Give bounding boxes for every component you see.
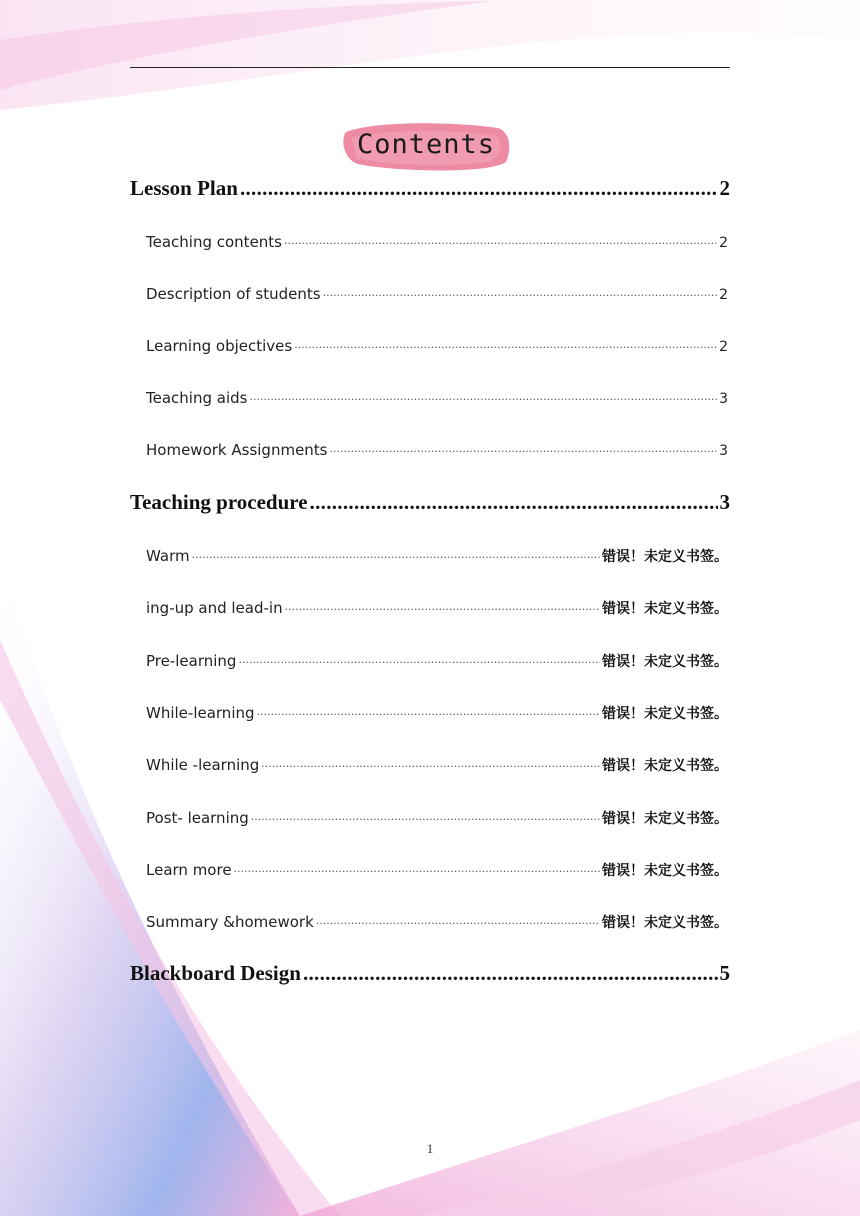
toc-page-number: 2 [719,176,730,200]
dot-leader [316,917,600,930]
dot-leader [285,603,600,616]
toc-entry[interactable] [146,546,728,566]
toc-page-reference: 错误！未定义书签。 [602,601,728,617]
dot-leader [330,445,718,458]
toc-page-reference: 错误！未定义书签。 [602,549,728,565]
toc-entry-label: Post- learning [146,809,249,827]
toc-entry-label: Description of students [146,285,321,303]
dot-leader [240,176,718,201]
header-rule [130,67,730,68]
toc-page-number: 2 [719,339,728,355]
toc-page-number: 3 [719,391,728,407]
dot-leader [238,656,600,669]
toc-entry-label: Homework Assignments [146,441,328,459]
toc-entry-label: Learning objectives [146,337,293,355]
toc-entry-label: While -learning [146,756,260,774]
dot-leader [249,393,717,406]
toc-page-reference: 错误！未定义书签。 [602,863,728,879]
dot-leader [257,708,600,721]
dot-leader [261,760,600,773]
toc-heading-blackboard-design[interactable] [130,961,730,986]
toc-page-number: 2 [719,287,728,303]
toc-entry[interactable] [146,285,728,303]
toc-page-number: 3 [719,490,730,514]
toc-entry-label: Summary &homework [146,913,314,931]
dot-leader [234,865,600,878]
toc-page-reference: 错误！未定义书签。 [602,811,728,827]
toc-entry[interactable] [146,808,728,828]
dot-leader [310,490,718,515]
toc-entry[interactable] [146,860,728,880]
toc-heading-label: Blackboard Design [130,961,301,985]
toc-page-reference: 错误！未定义书签。 [602,654,728,670]
dot-leader [294,341,717,354]
toc-page-number: 3 [719,443,728,459]
toc-heading-label: Lesson Plan [130,176,238,200]
dot-leader [251,813,600,826]
toc-entry[interactable] [146,651,728,671]
toc-entry[interactable] [146,337,728,355]
toc-entry-label: Learn more [146,861,232,879]
toc-entry-label: Teaching contents [146,233,282,251]
toc-entry[interactable] [146,389,728,407]
toc-heading-label: Teaching procedure [130,490,308,514]
toc-entry-label: Warm [146,547,190,565]
page-title: Contents [356,129,496,160]
toc-page-reference: 错误！未定义书签。 [602,706,728,722]
toc-page-number: 5 [719,961,730,985]
toc-heading-lesson-plan[interactable] [130,176,730,201]
toc-entry[interactable] [146,233,728,251]
dot-leader [323,289,717,302]
toc-entry-label: Pre-learning [146,652,237,670]
toc-entry-label: Teaching aids [146,389,248,407]
toc-entry-label: ing-up and lead-in [146,599,283,617]
contents-title-block [338,118,514,176]
toc-entry[interactable] [146,441,728,459]
toc-page-number: 2 [719,235,728,251]
dot-leader [284,237,717,250]
toc-entry[interactable] [146,598,728,618]
toc-page-reference: 错误！未定义书签。 [602,915,728,931]
toc-entry[interactable] [146,703,728,723]
toc-entry-label: While-learning [146,704,255,722]
dot-leader [192,551,600,564]
toc-entry[interactable] [146,755,728,775]
toc-page-reference: 错误！未定义书签。 [602,758,728,774]
footer-page-number: 1 [426,1141,434,1156]
toc-entry[interactable] [146,912,728,932]
dot-leader [303,961,718,986]
toc-heading-teaching-procedure[interactable] [130,490,730,515]
